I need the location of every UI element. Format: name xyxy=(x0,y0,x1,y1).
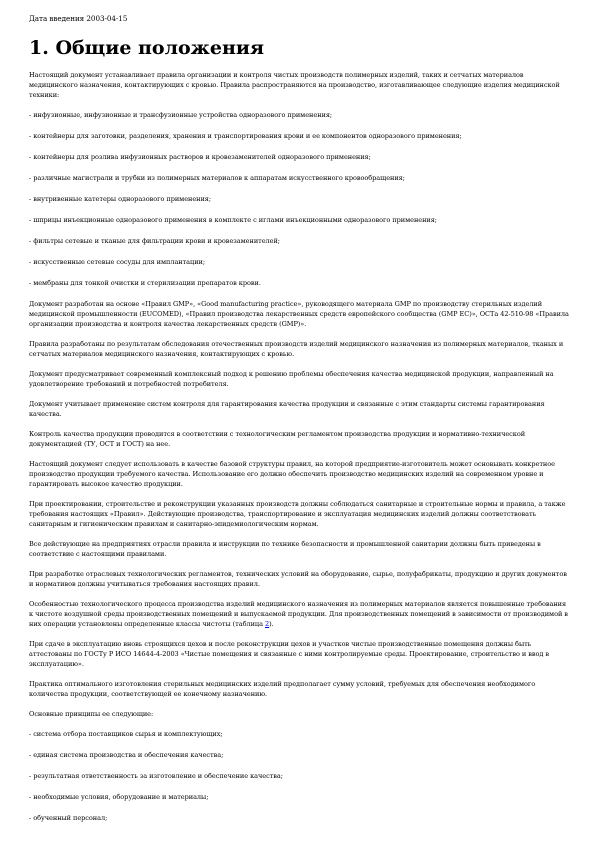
basis-paragraph: Документ разработан на основе «Правил GMP», «Good manufacturing practice», руководящего материала GMP по производству стерильных изделий медицинской промышленности (EUCOMED), «Правил производства лекарственных средств европейского сообщества (GMP EC)», ОСТа 42-510-98 «Правила организации производства и контроля качества лекарственных средств (GMP)». xyxy=(29,300,569,328)
section-heading: 1. Общие положения xyxy=(29,37,264,59)
body-paragraph: При разработке отраслевых технологических регламентов, технических условий на оборудование, сырье, полуфабрикаты, продукцию и других документов и нормативов должны учитываться требования настоящих правил. xyxy=(29,570,567,588)
principle-item: - результатная ответственность за изготовление и обеспечение качества; xyxy=(29,772,283,780)
body-paragraph: Практика оптимального изготовления стерильных медицинских изделий предполагает сумму условий, требуемых для обеспечения необходимого количества продукции, соответствующей ее конечному назначению. xyxy=(29,680,536,698)
body-paragraph: Контроль качества продукции проводится в соответствии с технологическим регламентом производства продукции и нормативно-технической документацией (ТУ, ОСТ и ГОСТ) на нее. xyxy=(29,430,526,448)
cleanliness-text-end: ). xyxy=(269,620,274,628)
body-paragraph: Документ учитывает применение систем контроля для гарантирования качества продукции и связанные с этим стандарты системы гарантирования качества. xyxy=(29,400,545,418)
body-paragraph: Настоящий документ следует использовать в качестве базовой структуры правил, на которой предприятие-изготовитель может основывать конкретное производство продукции требуемого качества. Использование его должно обеспечить производство медицинских изделий на современном уровне и гарантировать высокое качество продукции. xyxy=(29,460,555,488)
body-paragraph: Документ предусматривает современный комплексный подход к решению проблемы обеспечения качества медицинской продукции, направленный на удовлетворение требований и потребностей потребителя. xyxy=(29,370,554,388)
principles-intro: Основные принципы ее следующие: xyxy=(29,710,154,718)
principle-item: - необходимые условия, оборудование и материалы; xyxy=(29,793,209,801)
body-paragraph: При проектировании, строительстве и реконструкции указанных производств должны соблюдаться санитарные и строительные нормы и правила, а также требования настоящих «Правил». Действующие производства, транспортирование и эксплуатация медицинских изделий должны соответствовать санитарным и гигиеническим правилам и санитарно-эпидемиологическим нормам. xyxy=(29,500,566,528)
product-item: - различные магистрали и трубки из полимерных материалов к аппаратам искусственного кровообращения; xyxy=(29,174,405,182)
body-paragraph: Правила разработаны по результатам обследования отечественных производств изделий медицинского назначения из полимерных материалов, тканых и сетчатых материалов медицинского назначения, контактирующих с кровью. xyxy=(29,340,564,358)
product-item: - фильтры сетевые и тканые для фильтрации крови и кровезаменителей; xyxy=(29,237,280,245)
product-item: - инфузионные, инфузионные и трансфузионные устройства одноразового применения; xyxy=(29,111,333,119)
body-paragraph: При сдаче в эксплуатацию вновь строящихся цехов и после реконструкции цехов и участков чистые производственные помещения должны быть аттестованы по ГОСТу Р ИСО 14644-4-2003 «Чистые помещения и связанные с ними контролируемые среды. Проектирование, строительство и ввод в эксплуатацию». xyxy=(29,640,550,668)
cleanliness-text: Особенностью технологического процесса производства изделий медицинского назначения из полимерных материалов является повышенные требования к чистоте воздушной среды производственных помещений и выпускаемой продукции. Для производственных помещений в зависимости от производимой в них операции установлены определенные классы чистоты (таблица xyxy=(29,600,568,628)
table-reference-link[interactable]: 2 xyxy=(264,620,270,628)
principle-item: - система отбора поставщиков сырья и комплектующих; xyxy=(29,730,223,738)
intro-paragraph: Настоящий документ устанавливает правила организации и контроля чистых производств полимерных изделий, таких и сетчатых материалов медицинского назначения, контактирующих с кровью. Правила распространяются на производство, изготавливающее следующие изделия медицинской техники: xyxy=(29,71,560,99)
product-item: - контейнеры для заготовки, разделения, хранения и транспортирования крови и ее компонентов одноразового применения; xyxy=(29,132,462,140)
date-line: Дата введения 2003-04-15 xyxy=(29,14,128,23)
product-item: - контейнеры для розлива инфузионных растворов и кровезаменителей одноразового применения; xyxy=(29,153,371,161)
product-item: - искусственные сетевые сосуды для имплантации; xyxy=(29,258,205,266)
document-page xyxy=(29,14,569,834)
product-item: - мембраны для тонкой очистки и стерилизации препаратов крови. xyxy=(29,279,261,287)
principle-item: - единая система производства и обеспечения качества; xyxy=(29,751,224,759)
body-paragraph: Все действующие на предприятиях отрасли правила и инструкции по технике безопасности и промышленной санитарии должны быть приведены в соответствие с настоящими правилами. xyxy=(29,540,541,558)
principle-item: - обученный персонал; xyxy=(29,814,108,822)
product-item: - внутривенные катетеры одноразового применения; xyxy=(29,195,212,203)
cleanliness-paragraph xyxy=(29,599,569,629)
product-item: - шприцы инъекционные одноразового применения в комплекте с иглами инъекционными одноразового применения; xyxy=(29,216,437,224)
